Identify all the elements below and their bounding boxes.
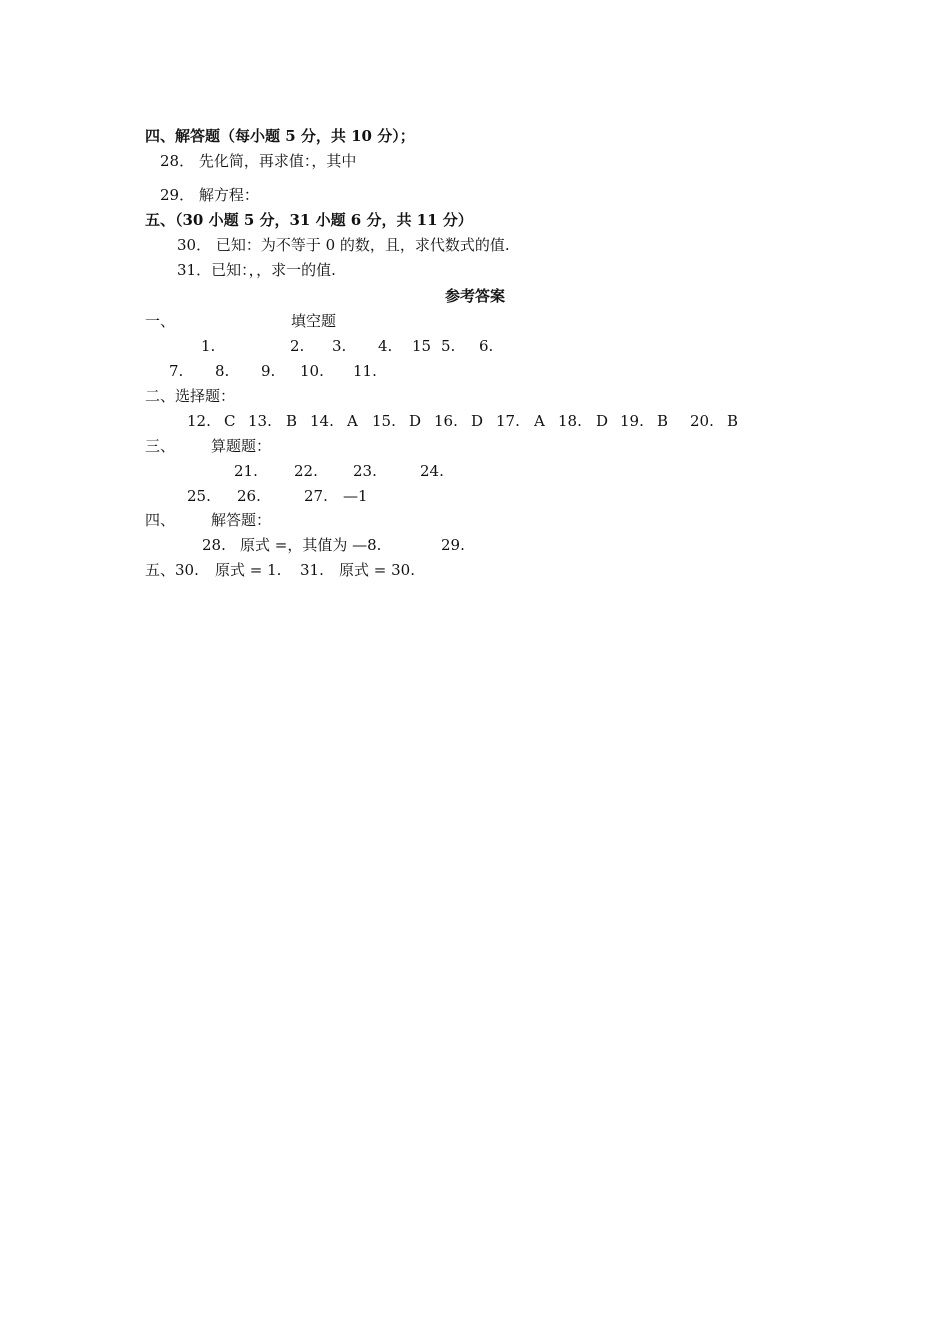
answer-item: D — [596, 412, 609, 430]
question-29: 29． 解方程： — [160, 186, 259, 204]
answer-item: 1. — [201, 337, 216, 355]
question-30: 30． 已知：为不等于 0 的数，且，求代数式的值. — [177, 236, 510, 254]
answer-item: 7. — [169, 362, 184, 380]
part-4-title: 解答题： — [211, 511, 272, 529]
answer-item: 26. — [237, 487, 261, 505]
answer-item: 5. — [441, 337, 456, 355]
answer-item: 13. — [248, 412, 272, 430]
answer-item: 6. — [479, 337, 494, 355]
answer-item: B — [657, 412, 669, 430]
answer-item: 五、30. — [145, 561, 199, 579]
answer-item: 29. — [441, 536, 465, 554]
answer-item: 23. — [353, 462, 377, 480]
section-4-heading: 四、解答题（每小题 5 分，共 10 分）； — [145, 127, 415, 145]
part-2-label: 二、选择题： — [145, 387, 236, 405]
answer-item: 21. — [234, 462, 258, 480]
answer-item: 24. — [420, 462, 444, 480]
answer-item: 9. — [261, 362, 276, 380]
answer-item: B — [727, 412, 739, 430]
answer-item: 4. — [378, 337, 393, 355]
answer-item: 25. — [187, 487, 211, 505]
answer-item: —1 — [343, 487, 368, 505]
answer-item: 27. — [304, 487, 328, 505]
answer-item: 11. — [353, 362, 377, 380]
answer-item: 15 — [412, 337, 432, 355]
answer-item: 18. — [558, 412, 582, 430]
answer-item: 17. — [496, 412, 520, 430]
answer-item: 原式 = 1. — [215, 561, 282, 579]
answer-item: 8. — [215, 362, 230, 380]
answer-item: 12. — [187, 412, 211, 430]
part-3-label: 三、 — [145, 437, 176, 455]
answer-item: A — [534, 412, 545, 430]
answer-item: 10. — [300, 362, 324, 380]
section-5-heading: 五、（30 小题 5 分，31 小题 6 分，共 11 分） — [145, 211, 473, 229]
answer-item: 14. — [310, 412, 334, 430]
answer-item: 15. — [372, 412, 396, 430]
answer-item: 31. — [300, 561, 324, 579]
part-1-label: 一、 — [145, 312, 176, 330]
answer-item: 3. — [332, 337, 347, 355]
answer-item: 原式 = 30. — [339, 561, 415, 579]
answer-item: D — [471, 412, 484, 430]
answer-item: D — [409, 412, 422, 430]
answer-item: A — [347, 412, 358, 430]
answers-title: 参考答案 — [444, 287, 505, 305]
answer-item: 28. — [202, 536, 226, 554]
part-1-title: 填空题 — [291, 312, 337, 330]
part-4-label: 四、 — [145, 511, 176, 529]
part-3-title: 算题题： — [211, 437, 272, 455]
answer-item: 原式 =，其值为 —8. — [240, 536, 382, 554]
answer-item: 16. — [434, 412, 458, 430]
answer-item: 19. — [620, 412, 644, 430]
answer-item: B — [286, 412, 298, 430]
question-28: 28． 先化简，再求值：，其中 — [160, 152, 357, 170]
answer-item: C — [224, 412, 236, 430]
answer-item: 22. — [294, 462, 318, 480]
answer-item: 20. — [690, 412, 714, 430]
answer-item: 2. — [290, 337, 305, 355]
question-31: 31．已知：，，求一的值. — [177, 261, 336, 279]
